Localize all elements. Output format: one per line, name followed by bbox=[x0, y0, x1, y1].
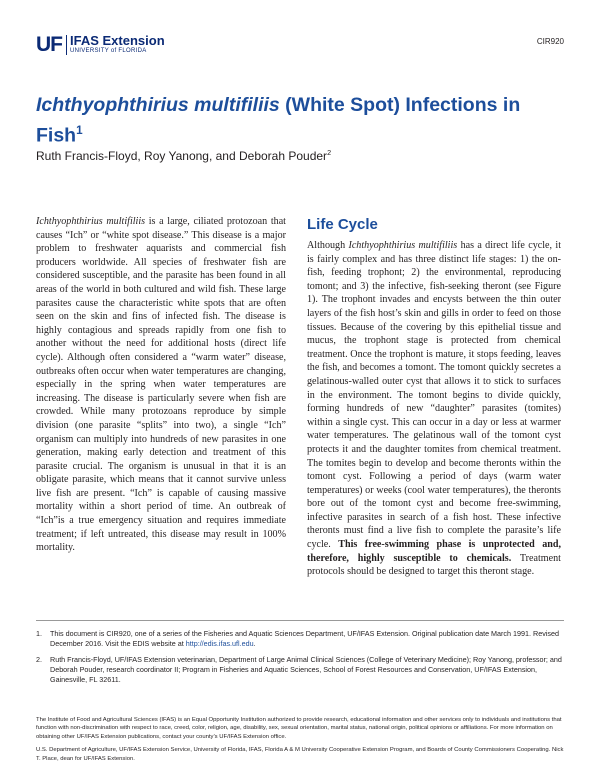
university-of-florida-wordmark: UNIVERSITY of FLORIDA bbox=[70, 48, 147, 54]
life-cycle-text-a: Although bbox=[307, 240, 349, 251]
life-cycle-column bbox=[307, 239, 561, 579]
title-rest: (White Spot) Infections in Fish bbox=[36, 94, 521, 147]
intro-column bbox=[36, 215, 286, 555]
intro-species-name: Ichthyophthirius multifiliis bbox=[36, 216, 146, 227]
authors-names: Ruth Francis-Floyd, Roy Yanong, and Deborah Pouder bbox=[36, 149, 328, 163]
life-cycle-paragraph bbox=[307, 239, 561, 579]
life-cycle-text-c: Treatment protocols should be designed to target this theront stage. bbox=[307, 552, 561, 578]
footnote-number: 2. bbox=[36, 655, 42, 664]
document-id: CIR920 bbox=[536, 37, 564, 46]
ifas-extension-wordmark: IFAS Extension bbox=[70, 33, 165, 48]
life-cycle-species-name: Ichthyophthirius multifiliis bbox=[348, 240, 458, 251]
life-cycle-bold-note: This free-swimming phase is unprotected and, therefore, highly susceptible to chemicals. bbox=[307, 539, 562, 564]
intro-text: is a large, ciliated protozoan that causes “Ich” or “white spot disease.” This disease is a major problem to freshwater aquarists and commercial fish producers worldwide. All species of freshwater fish are considered susceptible, and the parasite has been found in all areas of the world in both cultured and wild fish. These large parasites cause the characteristic white spots that are often seen on the skin and fins of infected fish. The disease is highly contagious and spreads rapidly from one fish to another without the need for additional hosts (direct life cycle). Although often considered a “warm water” disease, outbreaks often occur when water temperatures are changing, especially in the spring when water temperatures are increasing. The disease is particularly severe when fish are crowded. While many protozoans reproduce by simple division (one parasite “splits” into two), a single “Ich” organism can multiply into hundreds of new parasites in one generation, making early detection and treatment of this parasite crucial. The organism is unusual in that it is an obligate parasite, which means that it cannot survive unless live fish are present. “Ich” is capable of causing massive mortality within a short period of time. An outbreak of “Ich”is a true emergency situation and requires immediate treatment; if left untreated, this disease may result in 100% mortality. bbox=[36, 216, 286, 554]
footnote-body: This document is CIR920, one of a series of the Fisheries and Aquatic Sciences Department, UF/IFAS Extension. Original publication date March 1991. Revised December 2016. Visit the EDIS website at bbox=[50, 629, 559, 648]
title-species-name: Ichthyophthirius multifiliis bbox=[36, 94, 280, 116]
cooperating-statement: U.S. Department of Agriculture, UF/IFAS Extension Service, University of Florida, IFAS, Florida A & M University Cooperative Extension Program, and Boards of County Commissioners Cooperating. Nick T. Place, dean for UF/IFAS Extension. bbox=[36, 747, 564, 762]
footnote-text: Ruth Francis-Floyd, UF/IFAS Extension veterinarian, Department of Large Animal Clinical Sciences (College of Veterinary Medicine); Roy Yanong, professor; and Deborah Pouder, research coordinator II; Program in Fisheries and Aquatic Sciences, School of Forest Resources and Conservation, UF/IFAS Extension, Gainesville, FL 32611. bbox=[50, 655, 562, 684]
footnote-2 bbox=[36, 655, 564, 685]
life-cycle-text-b: has a direct life cycle, it is fairly complex and has three distinct life stages: 1) the on-fish, feeding trophont; 2) the environmental, reproducing tomont; and 3) the infective, fish-seeking theront (see Figure 1). The trophont invades and encysts between the thin outer layers of the fish host’s skin and gills in order to feed on those tissues. Because of the covering by this epithelial tissue and mucus, the trophont stage is protected from chemical treatment. Once the trophont is mature, it stops feeding, leaves the fish, and becomes a tomont. The tomont quickly secretes a gelatinous-walled outer cyst that allows it to stick to surfaces in the environment. The tomont begins to divide quickly, forming hundreds of new “daughter” parasites (tomites) within a single cyst. This can occur in a day or less at warmer water temperatures. The gelatinous wall of the tomont cyst protects it and the daughter tomites from chemical treatment. The tomites begin to develop and become theronts within the tomont cyst. Following a period of days (warm water temperatures) or weeks (cool water temperatures), the theronts bore out of the tomont cyst and become free-swimming, infective parasites in search of a fish host. These infective theronts must find a live fish to complete the parasite’s life cycle. bbox=[307, 240, 562, 551]
uf-logo-mark: UF bbox=[36, 33, 62, 56]
logo-divider bbox=[66, 35, 67, 55]
document-title bbox=[36, 93, 566, 149]
footnote-1 bbox=[36, 629, 564, 649]
intro-paragraph bbox=[36, 215, 286, 555]
life-cycle-heading: Life Cycle bbox=[307, 216, 378, 233]
page-footer bbox=[36, 716, 564, 768]
footnote-tail: . bbox=[253, 639, 256, 648]
title-footnote-marker: 1 bbox=[76, 124, 83, 137]
footnote-text bbox=[50, 629, 564, 649]
footnote-number: 1. bbox=[36, 629, 42, 638]
footnotes bbox=[36, 620, 564, 685]
authors-footnote-marker: 2 bbox=[327, 148, 332, 157]
edis-website-link[interactable]: http://edis.ifas.ufl.edu bbox=[185, 639, 254, 648]
equal-opportunity-statement: The Institute of Food and Agricultural Sciences (IFAS) is an Equal Opportunity Institution authorized to provide research, educational information and other services only to individuals and institutions that function with non-discrimination with respect to race, creed, color, religion, age, disability, sex, sexual orientation, marital status, national origin, political opinions or affiliations. For more information on obtaining other UF/IFAS Extension publications, contact your county’s UF/IFAS Extension office. bbox=[36, 717, 562, 740]
authors-line bbox=[36, 148, 331, 163]
